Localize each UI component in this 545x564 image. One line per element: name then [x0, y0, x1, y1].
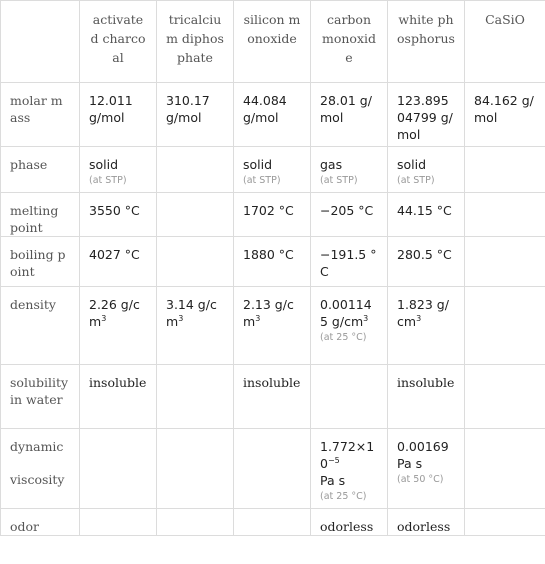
- row-label-line: dynamic: [10, 439, 64, 454]
- row-dynamic-viscosity: [1, 429, 545, 509]
- header-row: [1, 1, 545, 83]
- table-cell: 44.084 g/mol: [234, 83, 311, 147]
- table-cell: [157, 287, 234, 365]
- table-cell: −191.5 °C: [311, 237, 388, 287]
- table-cell: [311, 287, 388, 365]
- table-cell: [388, 147, 465, 193]
- cell-value: 0.001145 g/cm: [320, 297, 372, 329]
- unit-exponent: 3: [416, 313, 422, 323]
- table-cell: −205 °C: [311, 193, 388, 237]
- value-exponent: −5: [327, 455, 340, 465]
- row-label: density: [1, 287, 80, 365]
- cell-value: 3.14 g/cm: [166, 297, 217, 329]
- column-header: CaSiO: [465, 1, 545, 83]
- row-label: [1, 429, 80, 509]
- table-cell: odorless: [388, 509, 465, 536]
- table-cell: 280.5 °C: [388, 237, 465, 287]
- table-cell-empty: [465, 147, 545, 193]
- condition-note: (at STP): [320, 175, 358, 186]
- table-cell-empty: [465, 193, 545, 237]
- row-solubility: [1, 365, 545, 429]
- cell-value: solid: [397, 157, 427, 172]
- condition-note: (at STP): [89, 175, 127, 186]
- table-cell: [311, 147, 388, 193]
- row-phase: [1, 147, 545, 193]
- table-cell: 1880 °C: [234, 237, 311, 287]
- column-header: carbon monoxide: [311, 1, 388, 83]
- table-cell: 84.162 g/mol: [465, 83, 545, 147]
- unit-exponent: 3: [255, 313, 261, 323]
- table-cell: [311, 429, 388, 509]
- table-cell: 12.011 g/mol: [80, 83, 157, 147]
- table-cell: insoluble: [388, 365, 465, 429]
- column-header: activated charcoal: [80, 1, 157, 83]
- cell-value: 2.13 g/cm: [243, 297, 294, 329]
- table-cell: [388, 287, 465, 365]
- unit-exponent: 3: [178, 313, 184, 323]
- table-cell-empty: [157, 509, 234, 536]
- column-header: silicon monoxide: [234, 1, 311, 83]
- row-label: solubility in water: [1, 365, 80, 429]
- row-label-gap: [10, 455, 70, 471]
- condition-note: (at STP): [397, 175, 435, 186]
- row-label: melting point: [1, 193, 80, 237]
- cell-value: 1.772×10: [320, 439, 375, 471]
- cell-value: solid: [243, 157, 273, 172]
- table-cell: [80, 147, 157, 193]
- cell-value: 0.00169 Pa s: [397, 439, 449, 471]
- row-molar-mass: [1, 83, 545, 147]
- table-cell-empty: [157, 365, 234, 429]
- table-cell-empty: [465, 287, 545, 365]
- row-label: molar mass: [1, 83, 80, 147]
- condition-note: (at 25 °C): [320, 491, 367, 502]
- row-melting-point: [1, 193, 545, 237]
- unit-exponent: 3: [363, 313, 369, 323]
- table-cell: odorless: [311, 509, 388, 536]
- table-cell-empty: [157, 193, 234, 237]
- table-cell-empty: [157, 237, 234, 287]
- cell-value: gas: [320, 157, 343, 172]
- table-cell-empty: [157, 429, 234, 509]
- row-boiling-point: [1, 237, 545, 287]
- table-cell: [234, 147, 311, 193]
- table-cell: [80, 287, 157, 365]
- row-label: odor: [1, 509, 80, 536]
- table-cell-empty: [234, 429, 311, 509]
- column-header: white phosphorus: [388, 1, 465, 83]
- row-label-line: viscosity: [10, 472, 65, 487]
- row-label: boiling point: [1, 237, 80, 287]
- cell-value: solid: [89, 157, 119, 172]
- table-cell-empty: [465, 237, 545, 287]
- table-cell-empty: [80, 429, 157, 509]
- table-cell: 44.15 °C: [388, 193, 465, 237]
- column-header: tricalcium diphosphate: [157, 1, 234, 83]
- table-cell: [234, 287, 311, 365]
- table-cell: insoluble: [234, 365, 311, 429]
- condition-note: (at STP): [243, 175, 281, 186]
- corner-cell: [1, 1, 80, 83]
- condition-note: (at 25 °C): [320, 332, 367, 343]
- table-cell: 3550 °C: [80, 193, 157, 237]
- condition-note: (at 50 °C): [397, 474, 444, 485]
- table-cell-empty: [311, 365, 388, 429]
- table-cell: insoluble: [80, 365, 157, 429]
- row-odor: [1, 509, 545, 536]
- table-cell-empty: [234, 509, 311, 536]
- table-cell: 1702 °C: [234, 193, 311, 237]
- table-cell: 310.17 g/mol: [157, 83, 234, 147]
- table-cell: 123.89504799 g/mol: [388, 83, 465, 147]
- table-cell: 28.01 g/mol: [311, 83, 388, 147]
- table-cell-empty: [465, 509, 545, 536]
- cell-value: 1.823 g/cm: [397, 297, 449, 329]
- table-cell-empty: [465, 365, 545, 429]
- unit-exponent: 3: [101, 313, 107, 323]
- table-cell-empty: [80, 509, 157, 536]
- table-cell: 4027 °C: [80, 237, 157, 287]
- cell-value: 2.26 g/cm: [89, 297, 140, 329]
- table-cell: [388, 429, 465, 509]
- table-cell-empty: [465, 429, 545, 509]
- row-label: phase: [1, 147, 80, 193]
- table-cell-empty: [157, 147, 234, 193]
- row-density: [1, 287, 545, 365]
- cell-unit: Pa s: [320, 473, 346, 488]
